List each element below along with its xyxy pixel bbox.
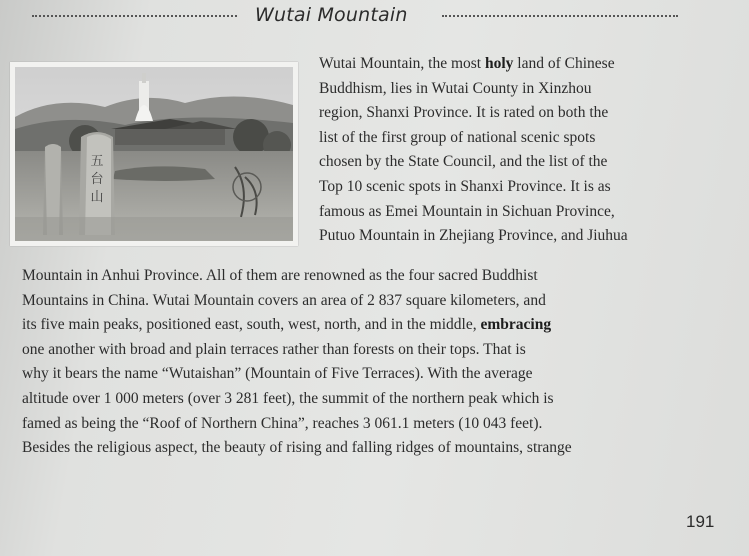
text-line [22, 289, 572, 314]
header-rule-right [442, 15, 678, 17]
stone-inscription-char: 五 [90, 154, 104, 169]
photo-illustration [15, 67, 293, 241]
stone-inscription-char: 台 [90, 172, 104, 187]
text-line [319, 175, 628, 200]
line-text: Top 10 scenic spots in Shanxi Province. It is as [319, 177, 611, 195]
line-text: its five main peaks, positioned east, south, west, north, and in the middle, [22, 316, 481, 334]
line-text: Putuo Mountain in Zhejiang Province, and Jiuhua [319, 227, 628, 245]
text-line [22, 362, 572, 387]
line-text: Wutai Mountain, the most [319, 55, 485, 72]
text-line [319, 150, 628, 175]
text-line [22, 387, 572, 412]
line-text: famed as being the “Roof of Northern China”, reaches 3 061.1 meters (10 043 feet). [22, 414, 543, 432]
line-text: list of the first group of national scenic spots [319, 128, 596, 146]
text-line [319, 200, 628, 225]
page-number: 191 [686, 512, 715, 531]
header-rule-left [32, 15, 237, 17]
text-line [319, 126, 628, 151]
line-text: Besides the religious aspect, the beauty of rising and falling ridges of mountains, strange [22, 439, 572, 457]
wutai-mountain-photo [10, 62, 298, 246]
line-text: one another with broad and plain terraces rather than forests on their tops. That is [22, 340, 526, 358]
line-text: Mountains in China. Wutai Mountain covers an area of 2 837 square kilometers, and [22, 291, 546, 309]
section-title: Wutai Mountain [255, 4, 408, 26]
text-line [22, 436, 572, 461]
line-text: chosen by the State Council, and the list of the [319, 153, 608, 171]
line-text: famous as Emei Mountain in Sichuan Province, [319, 202, 615, 220]
text-line [22, 264, 572, 289]
text-line [22, 313, 572, 338]
text-line [319, 101, 628, 126]
paragraph-full-lines [22, 264, 572, 461]
text-line [319, 224, 628, 249]
text-line [22, 412, 572, 437]
line-text: Buddhism, lies in Wutai County in Xinzhou [319, 79, 592, 97]
bold-term: embracing [480, 316, 552, 334]
line-text: land of Chinese [513, 55, 615, 72]
text-line [22, 338, 572, 363]
text-line [319, 77, 628, 102]
bold-term: holy [484, 55, 514, 72]
stone-inscription-char: 山 [90, 190, 104, 205]
line-text: Mountain in Anhui Province. All of them are renowned as the four sacred Buddhist [22, 267, 538, 284]
line-text: region, Shanxi Province. It is rated on both the [319, 104, 609, 122]
paragraph-wrapped-lines [319, 52, 628, 249]
line-text: altitude over 1 000 meters (over 3 281 feet), the summit of the northern peak which is [22, 389, 554, 407]
text-line [319, 52, 628, 77]
line-text: why it bears the name “Wutaishan” (Mountain of Five Terraces). With the average [22, 365, 533, 383]
